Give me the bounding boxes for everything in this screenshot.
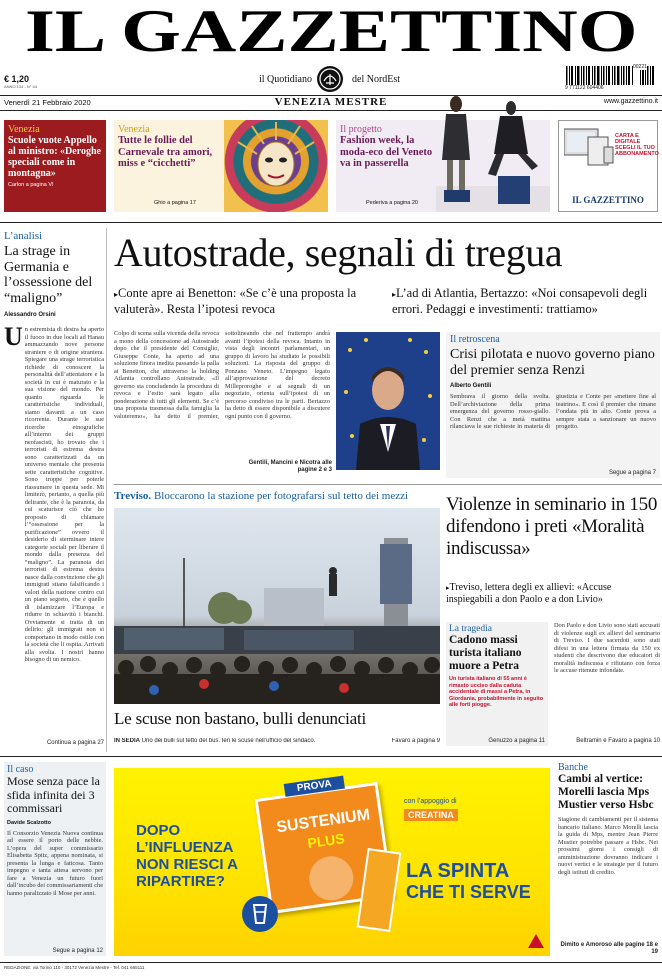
price-box: € 1,20 ANNO 134 - N° 44 <box>4 74 37 89</box>
issue-date: Venerdì 21 Febbraio 2020 <box>4 98 91 107</box>
retro-ref[interactable]: Segue a pagina 7 <box>608 470 656 476</box>
photo-caption: Treviso. Bloccarono la stazione per fotografarsi sul tetto dei mezzi <box>114 490 409 502</box>
carnival-mask-photo <box>224 120 328 212</box>
ad-brand-logo-icon <box>528 934 544 948</box>
retro-body: Sembrava il giorno della svolta. Dell’archiviazione della prima emergenza del governo rosso-giallo. Con Renzi che a metà mattina rilanciava le sue richieste in materia di giustizia e Conte per «mettere fine al teatrino». E così il premier che rimane l’ondata più in alto. Conte prova a sempre stata a sanzionare un nuovo progetto. <box>450 393 656 430</box>
teaser-scuole[interactable]: Venezia Scuole vuote Appello al ministro: «Deroghe speciali come in montagna» Carlon a pagina VI <box>4 120 106 212</box>
conte-photo <box>336 332 440 470</box>
banks-column: Banche Cambi al vertice: Morelli lascia Mps Mustier verso Hsbc Stagione di cambiamenti per il sistema bancario italiano. Marco Morelli lascia la guida di Mps, mentre Jean Pierre Mustier potrebbe passare a Hsbc. Nei prossimi giorni i consigli di amministrazione dovranno indicare i nuovi vertici e le strategie per il futuro degli istituti di credito. Dimito e Amoroso alle pagine 18 e 19 <box>558 762 658 955</box>
sustenium-ad[interactable]: DOPO L’INFLUENZA NON RIESCI A RIPARTIRE? PROVA SUSTENIUM PLUS con l’appoggio di CREATINA LA SPINTA CHE TI SERVE <box>114 768 550 956</box>
tragedy-headline[interactable]: Cadono massi turista italiano muore a Petra <box>449 634 522 672</box>
subscription-promo[interactable]: CARTA E DIGITALE SCEGLI IL TUO ABBONAMENTO IL GAZZETTINO <box>558 120 658 212</box>
banks-body: Stagione di cambiamenti per il sistema bancario italiano. Marco Morelli lascia la guida di Mps, mentre Jean Pierre Mustier potrebbe passare a Hsbc. Nei prossimi giorni i consigli di amministrazione dovranno indicare i nuovi vertici e le strategie per il futuro degli istituti di credito. <box>558 816 658 876</box>
analysis-dropcap: U <box>4 322 23 351</box>
violence-body: Don Paolo e don Livio sono stati accusati di violenze sugli ex allievi del seminario di Treviso. I due sacerdoti sono stati difesi in una lettera firmata da 150 ex studenti che descrivono due educatori di moralità indiscussa e rifiutano con forza le accuse ritenute infondate. <box>554 622 660 674</box>
case-headline[interactable]: Mose senza pace la sfida infinita dei 3 commissari <box>7 774 100 815</box>
banks-headline[interactable]: Cambi al vertice: Morelli lascia Mps Mustier verso Hsbc <box>558 773 654 811</box>
lead-body: Colpo di scena sulla vicenda della revoca a mono della concessione ad Autostrade dopo che il presidente del Consiglio, Giuseppe Conte, ha aperto ad una soluzione finora inedita passando la palla ai Benetton, che attraverso la holding Atlantia controllano Autostrade. «Il governo sta concludendo la procedura di revoca e l’esito sarà legato alla ponderazione di tutti gli elementi. Se c’è una proposta trasmessa dalla famiglia la valuteremo», ha detto il premier, sottolineando che nel frattempo andrà avanti l’ipotesi della revoca. Intanto in vista degli incontri parlamentari, un gruppo di lavoro ha studiato le possibili soluzioni. La risposta del gruppo di Ponzano Veneto. L’impegno legato all’approvazione del decreto Milleproroghe e ai segnali di un negoziato, orienta sull’ipotesi di un percorso condiviso tra le parti. Bertazzo ha detto di essere disponibile a discutere ogni punto con il governo. <box>114 330 330 420</box>
violence-ref[interactable]: Beltramin e Favaro a pagina 10 <box>576 738 660 744</box>
lead-subhead-left: ▸Conte apre ai Benetton: «Se c’è una proposta la valuterà». Resta l’ipotesi revoca <box>114 286 357 316</box>
edition-label: VENEZIA MESTRE <box>274 96 388 108</box>
analysis-column <box>4 230 104 750</box>
lead-ref[interactable]: Gentili, Mancini e Nicotra alle pagine 2 e 3 <box>240 460 332 474</box>
analysis-body: n estremista di destra ha aperto il fuoco in due locali ad Hanau ammazzando nove persone straniere o di origine straniera. Spiegare una strage terroristica richiede di conoscere la personalità dell’attentatore e la società in cui è maturato e la sua visione del mondo. Per quanto riguarda le caratteristiche individuali, siamo davanti a un caso ricorrente. Durante le sue ricerche etnografiche all’interno dei gruppi neofascisti, ho trovato che i terroristi di estrema destra sono caratterizzati da un universo mentale che presenta sette caratteristiche cognitive. Sono troppe per poterle riassumere in questa sede. Mi limiterò, pertanto, a quella più delirante, che è la paranoia, da cui scaturisce ciò che ho proposto di chiamare l’“ossessione per la purificazione” ovvero il desiderio di sterminare intere categorie sociali per liberare il mondo dalla presenza del “maligno”. La paranoia dei terroristi di estrema destra nasce dalla convinzione che gli immigrati stiano falsificando i valori della nazione contro cui un piano segreto, che è quello di islamizzare l’Europa e ridurre in schiavitù i bianchi. Ovviamente si tratta di un delirio: gli immigrati non si comportano in modo ostile con la società che li ospita. Arrivati alla svolta. I nostri hanno bisogno di un nemico. <box>24 326 104 663</box>
ad-pack: PROVA SUSTENIUM PLUS <box>255 782 394 914</box>
retro-kicker: Il retroscena <box>450 334 500 345</box>
violence-subhead: ▸Treviso, lettera degli ex allievi: «Accuse inspiegabili a don Paolo e a don Livio» <box>446 582 612 605</box>
bus-crowd-photo <box>114 508 440 704</box>
violence-headline[interactable]: Violenze in seminario in 150 difendono i preti «Moralità indiscussa» <box>446 494 658 559</box>
case-column: Il caso Mose senza pace la sfida infinita dei 3 commissari Davide Scalzotto Il Consorzio Venezia Nuova continua ad essere il porto delle nebbie. L’opera del super commissario Elisabetta Spitz, appena nominata, si presenta la lunga e faticosa. Tanto impegno e tanta attesa servono per fare a Venezia un futuro fuori dall’incubo dei commissariamenti che hanno paralizzato il Mose per anni. Segue a pagina 12 <box>4 762 106 956</box>
lion-logo-icon <box>317 66 343 92</box>
retroscena-box <box>446 332 660 478</box>
footer-contacts: REDAZIONE: via Torino 110 - 30172 Venezia Mestre - Tel. 041 665111 <box>4 965 145 970</box>
ad-slogan: LA SPINTA CHE TI SERVE <box>406 860 531 902</box>
barcode: 9 771122 604406 00221 <box>565 66 659 92</box>
devices-icon <box>564 127 614 169</box>
lead-subhead-right: ▸L’ad di Atlantia, Bertazzo: «Noi consapevoli degli errori. Pedaggi e investimenti: trattiamo» <box>392 286 648 316</box>
photo-foot: IN SEDIA Uno dei bulli sul tetto del bus. Ieri le scuse nell’ufficio del sindaco. Favaro a pagina 9 <box>114 738 440 744</box>
case-body: Il Consorzio Venezia Nuova continua ad essere il porto delle nebbie. L’opera del super commissario Elisabetta Spitz, appena nominata, si presenta la lunga e faticosa. Tanto impegno e tanta attesa servono per fare a Venezia un futuro fuori dall’incubo dei commissariamenti che hanno paralizzato il Mose per anni. <box>7 829 103 897</box>
teaser-carnevale[interactable]: Venezia Tutte le follie del Carnevale tra amori, miss e “cicchetti” Ghio a pagina 17 <box>114 120 328 212</box>
retro-author: Alberto Gentili <box>450 383 492 389</box>
retro-headline[interactable]: Crisi pilotata e nuovo governo piano del premier senza Renzi <box>450 347 655 378</box>
fashion-mannequins-photo <box>436 90 550 212</box>
analysis-continue[interactable]: Continua a pagina 27 <box>46 740 104 746</box>
photo-headline[interactable]: Le scuse non bastano, bulli denunciati <box>114 709 367 728</box>
masthead-tagline: il Quotidiano del NordEst <box>230 66 430 92</box>
tragedy-box: La tragedia Cadono massi turista italiano muore a Petra Un turista italiano di 55 anni è rimasto ucciso dalla caduta accidentale di massi a Petra, in Giordania, probabilmente in seguito alle forti piogge. Genuzzo a pagina 11 <box>446 622 548 746</box>
website: www.gazzettino.it <box>603 98 658 105</box>
lead-headline[interactable]: Autostrade, segnali di tregua <box>114 230 563 275</box>
teaser-fashion[interactable]: Il progetto Fashion week, la moda-eco del Veneto va in passerella Pederiva a pagina 20 <box>336 120 550 212</box>
analysis-headline[interactable]: La strage in Germania e l’ossessione del “maligno” <box>4 244 93 306</box>
ad-glass-icon <box>242 896 278 932</box>
analysis-author: Alessandro Orsini <box>4 312 56 318</box>
ad-question: DOPO L’INFLUENZA NON RIESCI A RIPARTIRE? <box>136 822 238 890</box>
analysis-kicker: L’analisi <box>4 230 43 242</box>
masthead-title: IL GAZZETTINO <box>24 0 638 64</box>
